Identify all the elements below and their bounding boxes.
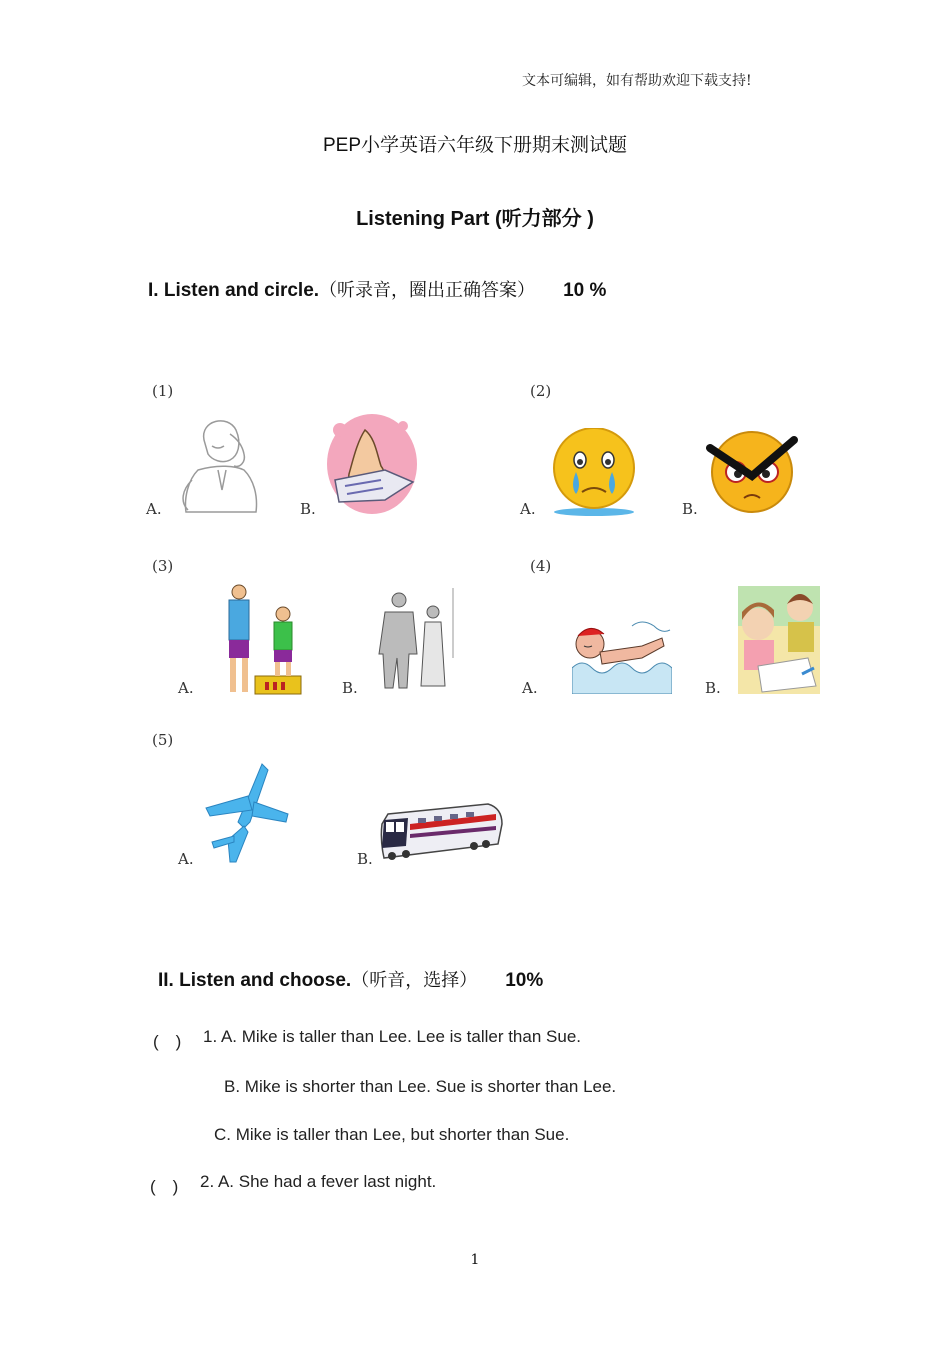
children-drawing-icon bbox=[738, 586, 820, 694]
airplane-icon bbox=[204, 762, 290, 866]
nose-with-tissue-icon bbox=[325, 412, 420, 517]
q1-number: (1) bbox=[152, 382, 174, 400]
q1-option-a: A. bbox=[146, 500, 162, 518]
section1-label: I. Listen and circle. bbox=[148, 280, 320, 301]
crying-face-icon bbox=[548, 428, 640, 516]
swimmer-icon bbox=[572, 616, 672, 694]
q4-option-a: A. bbox=[522, 679, 538, 697]
section2-cn: （听音，选择） bbox=[351, 970, 478, 991]
document-title: PEP小学英语六年级下册期末测试题 bbox=[322, 135, 628, 156]
section1-cn: （听录音，圈出正确答案） bbox=[319, 280, 536, 301]
q4-option-b: B. bbox=[705, 679, 721, 697]
q2-number: (2) bbox=[530, 382, 552, 400]
section2-heading bbox=[158, 966, 543, 992]
q1-option-a-text: 1. A. Mike is taller than Lee. Lee is taller than Sue. bbox=[203, 1027, 581, 1046]
part-title: Listening Part (听力部分 ) bbox=[356, 208, 594, 230]
q1-answer-bracket[interactable]: ( ) bbox=[153, 1032, 182, 1051]
q2-option-a: A. bbox=[520, 500, 536, 518]
section1-heading bbox=[148, 276, 606, 302]
header-note: 文本可编辑，如有帮助欢迎下载支持! bbox=[522, 73, 752, 89]
q4-number: (4) bbox=[530, 557, 552, 575]
woman-with-headache-icon bbox=[178, 410, 263, 515]
q1-option-b-text: B. Mike is shorter than Lee. Sue is shorter than Lee. bbox=[224, 1077, 617, 1096]
q5-number: (5) bbox=[152, 731, 174, 749]
man-and-woman-icon bbox=[375, 588, 455, 692]
section1-score: 10 % bbox=[563, 280, 607, 301]
q3-option-b: B. bbox=[342, 679, 358, 697]
train-icon bbox=[378, 800, 504, 866]
two-boys-on-podium-icon bbox=[215, 584, 305, 696]
page-number: 1 bbox=[470, 1252, 480, 1268]
q3-option-a: A. bbox=[178, 679, 194, 697]
q2-answer-bracket[interactable]: ( ) bbox=[150, 1177, 179, 1196]
section2-score: 10% bbox=[505, 970, 544, 991]
q5-option-b: B. bbox=[357, 850, 373, 868]
q2-option-a-text: 2. A. She had a fever last night. bbox=[200, 1172, 437, 1191]
section2-label: II. Listen and choose. bbox=[158, 970, 352, 991]
angry-face-icon bbox=[706, 428, 798, 514]
q2-option-b: B. bbox=[682, 500, 698, 518]
q1-option-c-text: C. Mike is taller than Lee, but shorter than Sue. bbox=[214, 1125, 570, 1144]
q3-number: (3) bbox=[152, 557, 174, 575]
q5-option-a: A. bbox=[178, 850, 194, 868]
q1-option-b: B. bbox=[300, 500, 316, 518]
